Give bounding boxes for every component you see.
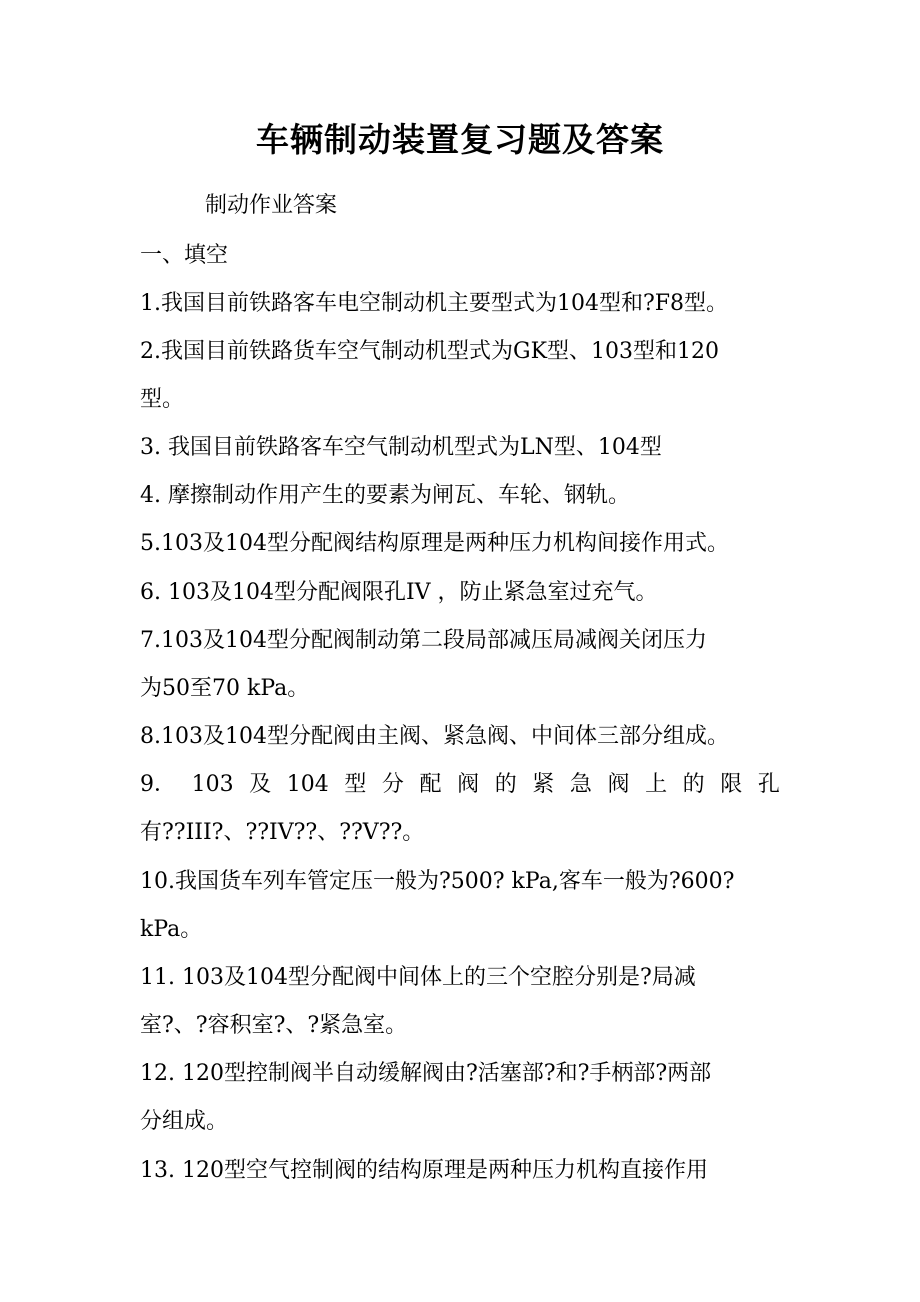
section-heading: 一、填空 [140, 243, 229, 268]
justified-token: 孔 [757, 772, 780, 797]
paragraph-line: 12. 120型控制阀半自动缓解阀由?活塞部?和?手柄部?两部 [140, 1061, 712, 1086]
justified-token: 分 [381, 772, 404, 797]
paragraph-line: 2.我国目前铁路货车空气制动机型式为GK型、103型和120 [140, 339, 719, 364]
paragraph-line: 3. 我国目前铁路客车空气制动机型式为LN型、104型 [140, 435, 662, 460]
justified-token: 及 [249, 772, 272, 797]
justified-token: 上 [645, 772, 668, 797]
justified-token: 紧 [532, 772, 555, 797]
justified-token: 104 [286, 772, 329, 797]
justified-token: 阀 [457, 772, 480, 797]
paragraph-line: 6. 103及104型分配阀限孔IV ，防止紧急室过充气。 [140, 580, 658, 605]
justified-paragraph-line [140, 769, 780, 801]
paragraph-line: kPa。 [140, 917, 203, 942]
paragraph-line: 5.103及104型分配阀结构原理是两种压力机构间接作用式。 [140, 531, 729, 556]
paragraph-line: 型。 [140, 387, 185, 412]
document-title: 车辆制动装置复习题及答案 [256, 120, 664, 159]
paragraph-line: 7.103及104型分配阀制动第二段局部减压局减阀关闭压力 [140, 628, 707, 653]
paragraph-line: 11. 103及104型分配阀中间体上的三个空腔分别是?局减 [140, 965, 696, 990]
justified-token: 急 [569, 772, 592, 797]
paragraph-line: 10.我国货车列车管定压一般为?500? kPa,客车一般为?600? [140, 869, 735, 894]
justified-token: 的 [494, 772, 517, 797]
justified-token: 9． [140, 772, 176, 797]
justified-token: 配 [419, 772, 442, 797]
paragraph-line: 13. 120型空气控制阀的结构原理是两种压力机构直接作用 [140, 1158, 708, 1183]
justified-token: 103 [191, 772, 234, 797]
paragraph-line: 有??III?、??IV??、??V??。 [140, 820, 425, 845]
justified-token: 阀 [607, 772, 630, 797]
justified-token: 的 [682, 772, 705, 797]
paragraph-line: 8.103及104型分配阀由主阀、紧急阀、中间体三部分组成。 [140, 724, 729, 749]
paragraph-line: 1.我国目前铁路客车电空制动机主要型式为104型和?F8型。 [140, 291, 729, 316]
paragraph-line: 室?、?容积室?、?紧急室。 [140, 1013, 408, 1038]
paragraph-line: 为50至70 kPa。 [140, 676, 310, 701]
paragraph-line: 分组成。 [140, 1109, 229, 1134]
justified-token: 限 [720, 772, 743, 797]
document-subtitle: 制动作业答案 [205, 193, 338, 218]
paragraph-line: 4. 摩擦制动作用产生的要素为闸瓦、车轮、钢轨。 [140, 483, 630, 508]
justified-token: 型 [344, 772, 367, 797]
